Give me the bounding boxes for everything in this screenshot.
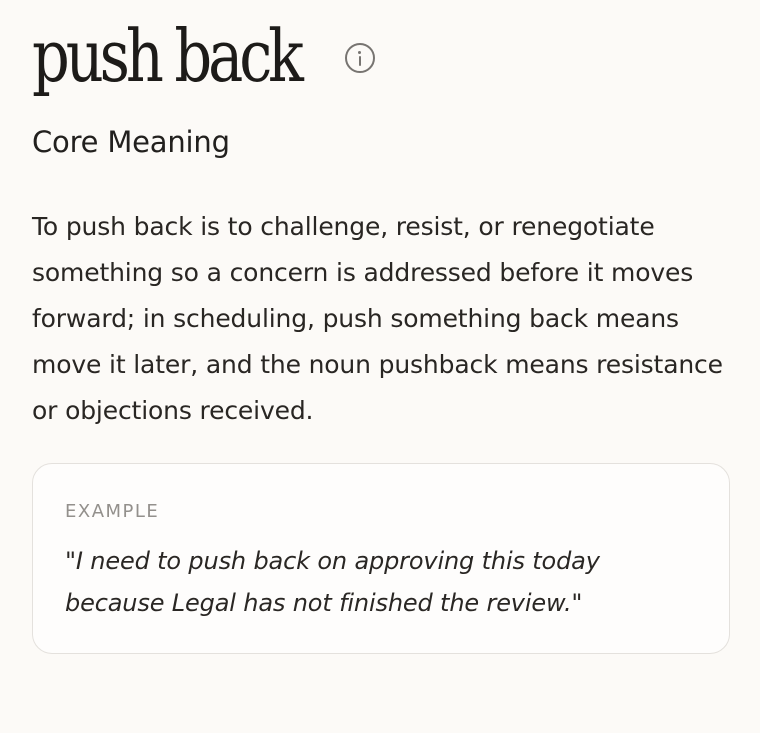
example-card: [32, 463, 730, 654]
core-meaning-definition: To push back is to challenge, resist, or renegotiate something so a concern is addressed before it moves forward; in scheduling, push something back means move it later, and the noun pushback means resistance or objections received.: [32, 212, 723, 425]
info-icon[interactable]: [345, 43, 375, 73]
example-quote: "I need to push back on approving this today because Legal has not finished the review.": [65, 547, 600, 617]
core-meaning-heading: Core Meaning: [32, 125, 230, 159]
entry-header: [32, 12, 375, 100]
example-label: EXAMPLE: [65, 501, 160, 522]
entry-title: push back: [32, 14, 300, 98]
